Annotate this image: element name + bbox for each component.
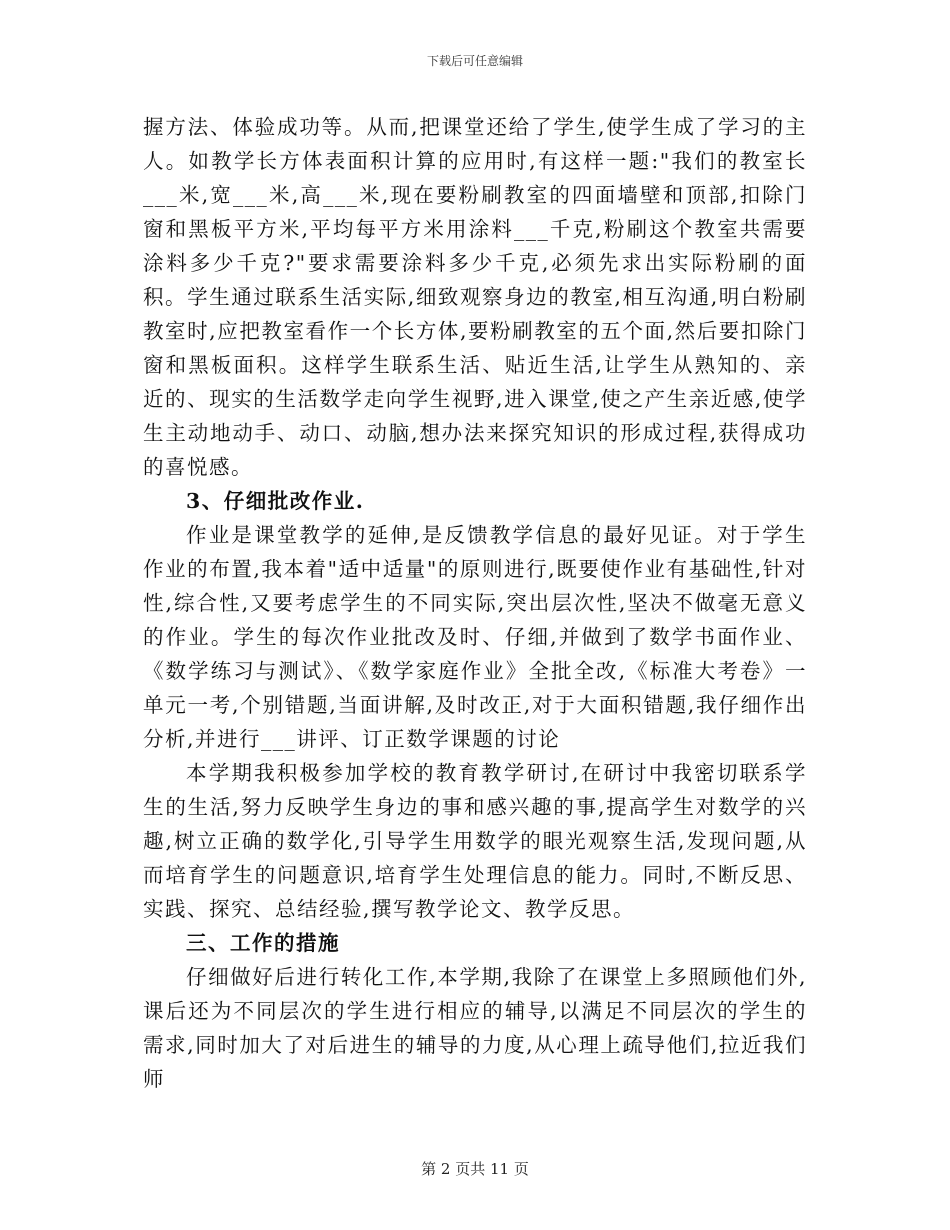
- section-heading-measures: 三、工作的措施: [186, 931, 340, 955]
- page-header: 下载后可任意编辑: [426, 54, 523, 68]
- paragraph-continued: 握方法、体验成功等。从而,把课堂还给了学生,使学生成了学习的主人。如教学长方体表面积计算的应用时,有这样一题:"我们的教室长___米,宽___米,高___米,现在要粉刷教室的四面墙壁和顶部,扣除门窗和黑板平方米,平均每平方米用涂料___千克,粉刷这个教室共需要涂料多少千克?"要求需要涂料多少千克,必须先求出实际粉刷的面积。学生通过联系生活实际,细致观察身边的教室,相互沟通,明白粉刷教室时,应把教室看作一个长方体,要粉刷教室的五个面,然后要扣除门窗和黑板面积。这样学生联系生活、贴近生活,让学生从熟知的、亲近的、现实的生活数学走向学生视野,进入课堂,使之产生亲近感,使学生主动地动手、动口、动脑,想办法来探究知识的形成过程,获得成功的喜悦感。: [143, 115, 807, 479]
- paragraph-measures: 仔细做好后进行转化工作,本学期,我除了在课堂上多照顾他们外,课后还为不同层次的学生进行相应的辅导,以满足不同层次的学生的需求,同时加大了对后进生的辅导的力度,从心理上疏导他们,拉近我们师: [143, 965, 807, 1091]
- paragraph-research: 本学期我积极参加学校的教育教学研讨,在研讨中我密切联系学生的生活,努力反映学生身边的事和感兴趣的事,提高学生对数学的兴趣,树立正确的数学化,引导学生用数学的眼光观察生活,发现问题,从而培育学生的问题意识,培育学生处理信息的能力。同时,不断反思、实践、探究、总结经验,撰写教学论文、教学反思。: [143, 761, 807, 921]
- section-heading-homework: 3、仔细批改作业.: [186, 489, 365, 513]
- document-body: [143, 110, 807, 1096]
- page-number: 第 2 页共 11 页: [421, 1160, 529, 1178]
- paragraph-homework: 作业是课堂教学的延伸,是反馈教学信息的最好见证。对于学生作业的布置,我本着"适中适量"的原则进行,既要使作业有基础性,针对性,综合性,又要考虑学生的不同实际,突出层次性,坚决不做毫无意义的作业。学生的每次作业批改及时、仔细,并做到了数学书面作业、《数学练习与测试》、《数学家庭作业》全批全改,《标准大考卷》一单元一考,个别错题,当面讲解,及时改正,对于大面积错题,我仔细作出分析,并进行___讲评、订正数学课题的讨论: [143, 523, 807, 751]
